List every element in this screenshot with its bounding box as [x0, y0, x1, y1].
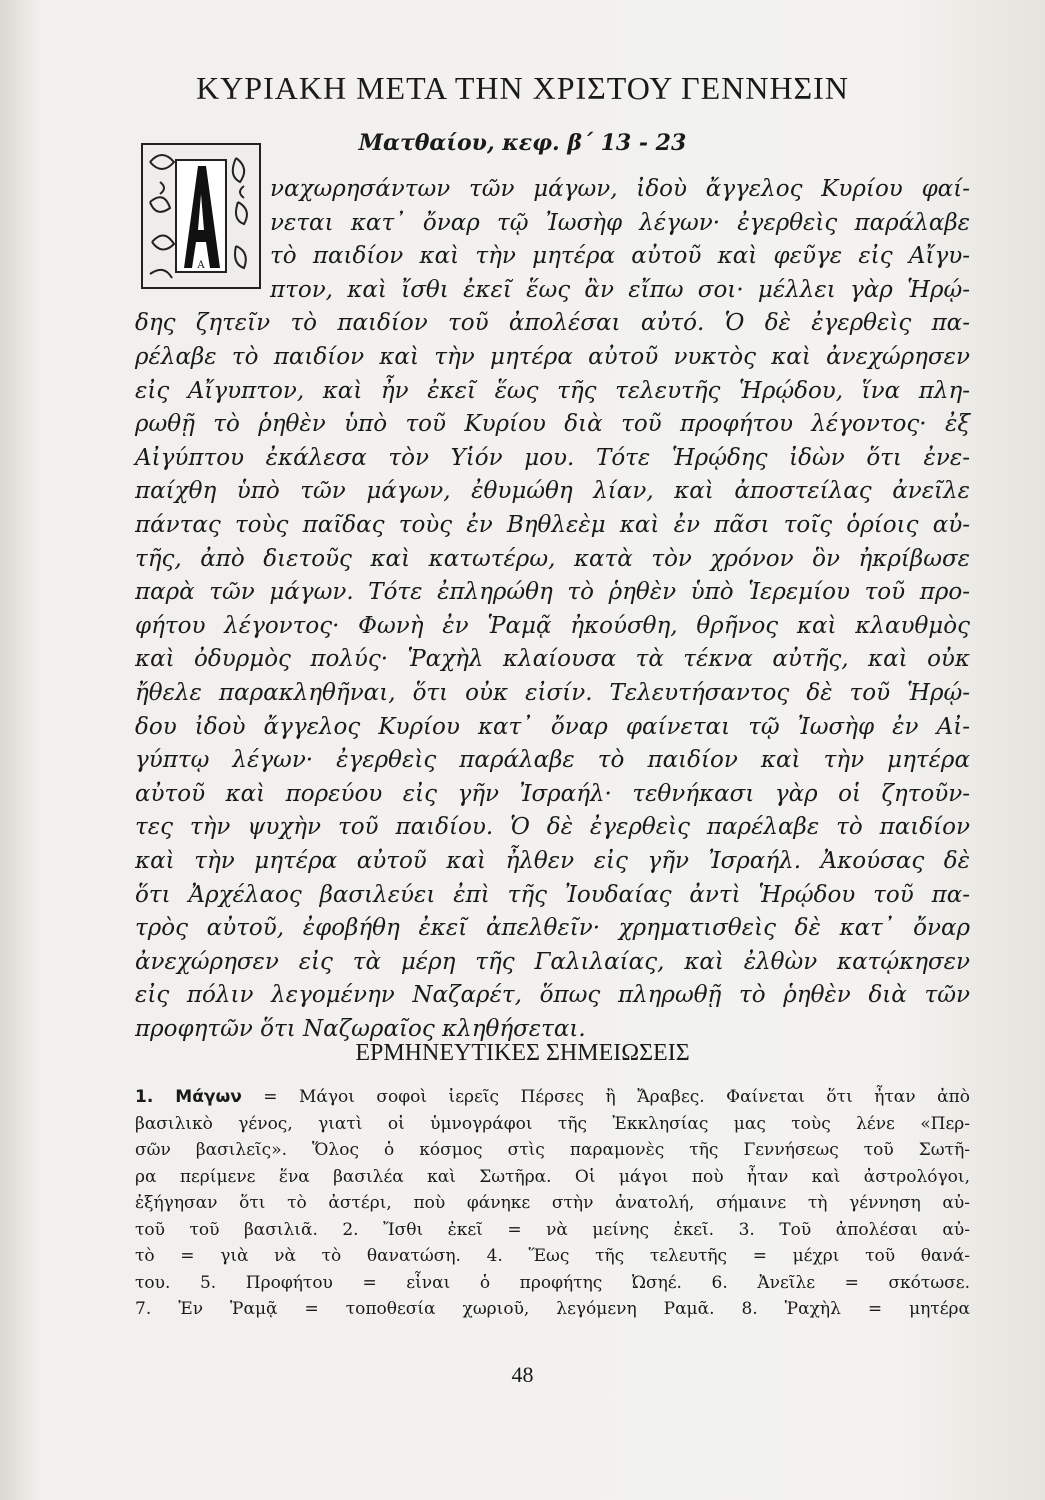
text-line: δου ἰδοὺ ἄγγελος Κυρίου κατ᾽ ὄναρ φαίνεται τῷ Ἰωσὴφ ἐν Αἰ-	[135, 713, 970, 740]
text-line: δης ζητεῖν τὸ παιδίον τοῦ ἀπολέσαι αὐτό. Ὁ δὲ ἐγερθεὶς πα-	[135, 310, 970, 337]
drop-cap-letter: Α	[197, 260, 205, 271]
text-line: νεται κατ᾽ ὄναρ τῷ Ἰωσὴφ λέγων· ἐγερθεὶς παράλαβε	[270, 209, 970, 236]
text-line: εἰς πόλιν λεγομένην Ναζαρέτ, ὅπως πληρωθῇ τὸ ῥηθὲν διὰ τῶν	[135, 982, 970, 1009]
text-line: ὅτι Ἀρχέλαος βασιλεύει ἐπὶ τῆς Ἰουδαίας ἀντὶ Ἡρῴδου τοῦ πα-	[135, 881, 970, 908]
scripture-reference: Ματθαίου, κεφ. β΄ 13 - 23	[358, 130, 687, 156]
text-line: ναχωρησάντων τῶν μάγων, ἰδοὺ ἄγγελος Κυρίου φαί-	[270, 176, 970, 202]
note-line	[135, 1244, 970, 1268]
note-line	[135, 1085, 970, 1109]
page-number: 48	[511, 1362, 534, 1387]
note-text: του. 5. Προφήτου = εἶναι ὁ προφήτης Ὠσηέ. 6. Ἀνεῖλε = σκότωσε.	[135, 1272, 970, 1293]
note-line	[135, 1297, 970, 1321]
text-line: φήτου λέγοντος· Φωνὴ ἐν Ῥαμᾷ ἠκούσθη, θρῆνος καὶ κλαυθμὸς	[135, 612, 970, 639]
note-text: 7. Ἐν Ῥαμᾷ = τοποθεσία χωριοῦ, λεγόμενη Ραμᾶ. 8. Ῥαχὴλ = μητέρα	[135, 1299, 970, 1319]
note-line	[135, 1191, 970, 1215]
text-line: τρὸς αὐτοῦ, ἐφοβήθη ἐκεῖ ἀπελθεῖν· χρηματισθεὶς δὲ κατ᾽ ὄναρ	[135, 915, 970, 942]
note-text: ἐξήγησαν ὅτι τὸ ἀστέρι, ποὺ φάνηκε στὴν ἀνατολή, σήμαινε τὴ γέννηση αὐ-	[135, 1193, 970, 1213]
note-line	[135, 1218, 970, 1242]
note-text: τὸ = γιὰ νὰ τὸ θανατώση. 4. Ἕως τῆς τελευτῆς = μέχρι τοῦ θανά-	[135, 1246, 970, 1266]
note-line	[135, 1112, 970, 1136]
note-text: σῶν βασιλεῖς». Ὅλος ὁ κόσμος στὶς παραμονὲς τῆς Γεννήσεως τοῦ Σωτῆ-	[135, 1140, 970, 1160]
text-line: ἤθελε παρακληθῆναι, ὅτι οὐκ εἰσίν. Τελευτήσαντος δὲ τοῦ Ἡρῴ-	[135, 680, 970, 706]
text-line: γύπτῳ λέγων· ἐγερθεὶς παράλαβε τὸ παιδίον καὶ τὴν μητέρα	[135, 747, 970, 774]
note-line	[135, 1138, 970, 1162]
text-line: τες τὴν ψυχὴν τοῦ παιδίου. Ὁ δὲ ἐγερθεὶς παρέλαβε τὸ παιδίον	[135, 814, 970, 841]
ornamental-drop-cap	[140, 142, 262, 290]
text-line: παρὰ τῶν μάγων. Τότε ἐπληρώθη τὸ ῥηθὲν ὑπὸ Ἱερεμίου τοῦ προ-	[135, 579, 970, 606]
text-line: Αἰγύπτου ἐκάλεσα τὸν Υἱόν μου. Τότε Ἡρῴδης ἰδὼν ὅτι ἐνε-	[135, 444, 970, 471]
text-line: ἀνεχώρησεν εἰς τὰ μέρη τῆς Γαλιλαίας, καὶ ἐλθὼν κατῴκησεν	[135, 948, 970, 975]
text-line: εἰς Αἴγυπτον, καὶ ἦν ἐκεῖ ἕως τῆς τελευτῆς Ἡρῴδου, ἵνα πλη-	[135, 377, 970, 404]
notes-heading: ΕΡΜΗΝΕΥΤΙΚΕΣ ΣΗΜΕΙΩΣΕΙΣ	[355, 1040, 690, 1066]
text-line: πτον, καὶ ἴσθι ἐκεῖ ἕως ἂν εἴπω σοι· μέλλει γὰρ Ἡρῴ-	[270, 276, 970, 303]
text-line: τὸ παιδίον καὶ τὴν μητέρα αὐτοῦ καὶ φεῦγε εἰς Αἴγυ-	[270, 243, 970, 270]
note-term: 1. Μάγων	[135, 1087, 242, 1107]
note-line	[135, 1271, 970, 1295]
text-line: τῆς, ἀπὸ διετοῦς καὶ κατωτέρω, κατὰ τὸν χρόνον ὃν ἠκρίβωσε	[135, 545, 970, 572]
text-line: καὶ ὀδυρμὸς πολύς· Ῥαχὴλ κλαίουσα τὰ τέκνα αὐτῆς, καὶ οὐκ	[135, 646, 970, 673]
text-line: αὐτοῦ καὶ πορεύου εἰς γῆν Ἰσραήλ· τεθνήκασι γὰρ οἱ ζητοῦν-	[135, 780, 970, 807]
note-text: βασιλικὸ γένος, γιατὶ οἱ ὑμνογράφοι τῆς Ἐκκλησίας μας τοὺς λένε «Περ-	[135, 1113, 970, 1134]
text-line: ρωθῇ τὸ ῥηθὲν ὑπὸ τοῦ Κυρίου διὰ τοῦ προφήτου λέγοντος· ἐξ	[135, 411, 970, 438]
note-line	[135, 1165, 970, 1189]
text-line: πάντας τοὺς παῖδας τοὺς ἐν Βηθλεὲμ καὶ ἐν πᾶσι τοῖς ὁρίοις αὐ-	[135, 512, 970, 538]
text-line: προφητῶν ὅτι Ναζωραῖος κληθήσεται.	[135, 1016, 586, 1042]
note-text: ρα περίμενε ἕνα βασιλέα καὶ Σωτῆρα. Οἱ μάγοι ποὺ ἦταν καὶ ἀστρολόγοι,	[135, 1166, 970, 1187]
page-title: ΚΥΡΙΑΚΗ ΜΕΤΑ ΤΗΝ ΧΡΙΣΤΟΥ ΓΕΝΝΗΣΙΝ	[196, 70, 849, 106]
note-text: τοῦ τοῦ βασιλιᾶ. 2. Ἴσθι ἐκεῖ = νὰ μείνης ἐκεῖ. 3. Τοῦ ἀπολέσαι αὐ-	[135, 1219, 970, 1240]
text-line: καὶ τὴν μητέρα αὐτοῦ καὶ ἦλθεν εἰς γῆν Ἰσραήλ. Ἀκούσας δὲ	[135, 848, 970, 874]
text-line: παίχθη ὑπὸ τῶν μάγων, ἐθυμώθη λίαν, καὶ ἀποστείλας ἀνεῖλε	[135, 478, 970, 505]
text-line: ρέλαβε τὸ παιδίον καὶ τὴν μητέρα αὐτοῦ νυκτὸς καὶ ἀνεχώρησεν	[135, 344, 970, 370]
note-text: = Μάγοι σοφοὶ ἱερεῖς Πέρσες ἢ Ἄραβες. Φαίνεται ὅτι ἦταν ἀπὸ	[241, 1087, 970, 1107]
